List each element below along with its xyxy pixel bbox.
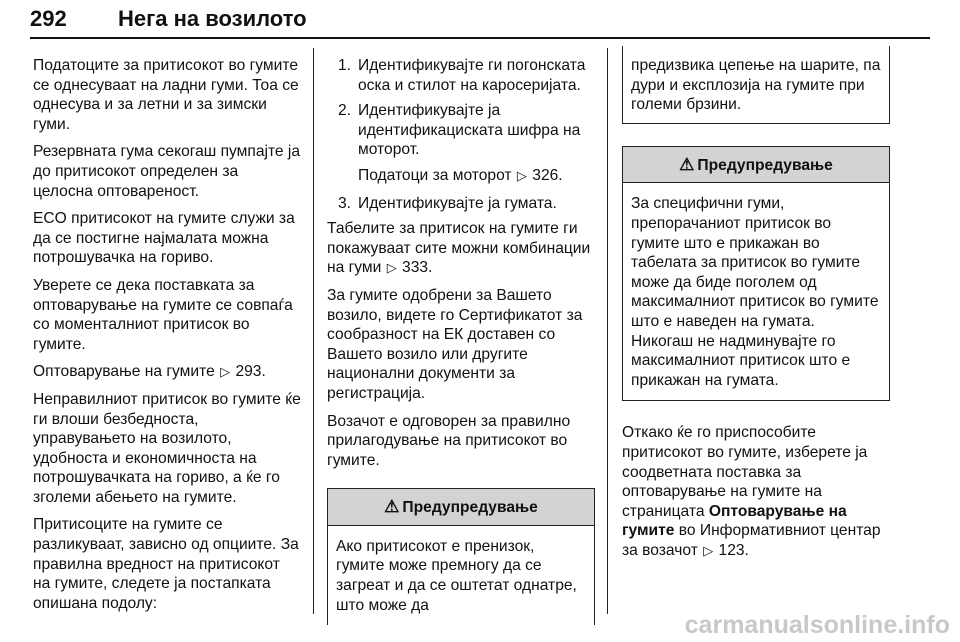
list-item (327, 56, 595, 95)
warning-triangle-icon: ⚠ (679, 154, 695, 174)
column-2 (327, 56, 595, 625)
paragraph: Притисоците на гумите се разликуваат, зависно од опциите. За правилна вредност на притисокот на гумите, следете ја постапката опишана подолу: (33, 516, 299, 612)
warning-text: предизвика цепење на шарите, па дури и експлозија на гумите при големи брзини. (631, 57, 881, 114)
paragraph: Уверете се дека поставката за оптоварување на гумите се совпаѓа со моменталниот притисок во гумите. (33, 276, 293, 353)
list-number: 1. (337, 57, 351, 74)
warning-box-continued (622, 46, 890, 124)
column-1 (33, 56, 301, 621)
list-sub-paragraph (327, 166, 595, 186)
column-divider (313, 48, 314, 614)
page-title: Нега на возилото (118, 6, 307, 31)
warning-header (623, 147, 889, 184)
paragraph-text: во Информативниот центар за возачот (622, 522, 881, 559)
paragraph: Возачот е одговорен за правилно прилагодување на притисокот во гумите. (327, 412, 571, 469)
paragraph-with-reference (622, 423, 890, 560)
paragraph-with-reference (33, 362, 301, 382)
warning-text: За специфични гуми, препорачаниот притисок во гумите што е прикажан во табелата за притисок во гумите може да биде поголем од максималниот притисок во гумите што е наведен на гумата. Никогаш не надминувајте го максималниот притисок што е прикажан на гумата. (631, 195, 879, 389)
warning-body (623, 46, 889, 123)
column-divider (607, 48, 608, 614)
reference-arrow-icon: ▷ (386, 260, 397, 276)
watermark: carmanualsonline.info (684, 611, 950, 639)
warning-title: Предупредување (697, 156, 833, 174)
header-divider (30, 37, 930, 39)
paragraph-text: Откако ќе го приспособите притисокот во гумите, изберете ја соодветната поставка за оптоварување на гумите на страницата (622, 424, 868, 520)
paragraph: ECO притисокот на гумите служи за да се постигне најмалата можна потрошувачка на гориво. (33, 210, 295, 267)
paragraph: Податоците за притисокот во гумите се однесуваат на ладни гуми. Тоа се однесува и за летни и за зимски гуми. (33, 57, 299, 133)
page-reference[interactable]: 293. (235, 363, 266, 381)
warning-title: Предупредување (402, 499, 538, 517)
warning-box (622, 146, 890, 402)
list-text: Идентификувајте ги погонската оска и стилот на каросеријата. (358, 57, 586, 94)
warning-text: Ако притисокот е пренизок, гумите може премногу да се загреат и да се оштетат однатре, што може да (336, 537, 577, 614)
paragraph-with-reference (327, 219, 595, 278)
list-number: 2. (337, 102, 351, 120)
list-text: Идентификувајте ја гумата. (358, 194, 557, 212)
paragraph-text: Оптоварување на гумите (33, 363, 215, 381)
paragraph: Резервната гума секогаш пумпајте ја до притисокот определен за целосна оптовареност. (33, 143, 301, 200)
reference-arrow-icon: ▷ (703, 542, 714, 558)
reference-arrow-icon: ▷ (516, 167, 527, 183)
column-3 (622, 56, 890, 568)
menu-setting-name: Оптоварување на гумите (622, 502, 847, 540)
page-reference[interactable]: 326. (532, 166, 563, 184)
list-item (327, 194, 595, 214)
warning-body (623, 183, 889, 400)
page-reference[interactable]: 333. (402, 259, 433, 277)
warning-box (327, 488, 595, 625)
page-header (30, 0, 930, 40)
list-item (327, 101, 595, 160)
paragraph-text: Табелите за притисок на гумите ги покажуваат сите можни комбинации на гуми (327, 220, 591, 277)
reference-arrow-icon: ▷ (220, 364, 231, 380)
paragraph: За гумите одобрени за Вашето возило, видете го Сертификатот за сообразност на ЕК доставен со Вашето возило или другите национални документи за регистрација. (327, 286, 583, 402)
page-number: 292 (30, 6, 67, 31)
warning-body (328, 526, 594, 625)
list-number: 3. (337, 194, 351, 212)
warning-triangle-icon: ⚠ (384, 497, 400, 517)
warning-header (328, 489, 594, 526)
list-text: Идентификувајте ја идентификациската шифра на моторот. (358, 102, 581, 159)
paragraph: Неправилниот притисок во гумите ќе ги влоши безбедноста, управувањето на возилото, удобноста и економичноста на потрошувачката на гориво, а ќе го зголеми абењето на гумите. (33, 390, 301, 506)
sub-text: Податоци за моторот (358, 166, 512, 184)
page-reference[interactable]: 123. (718, 541, 749, 559)
